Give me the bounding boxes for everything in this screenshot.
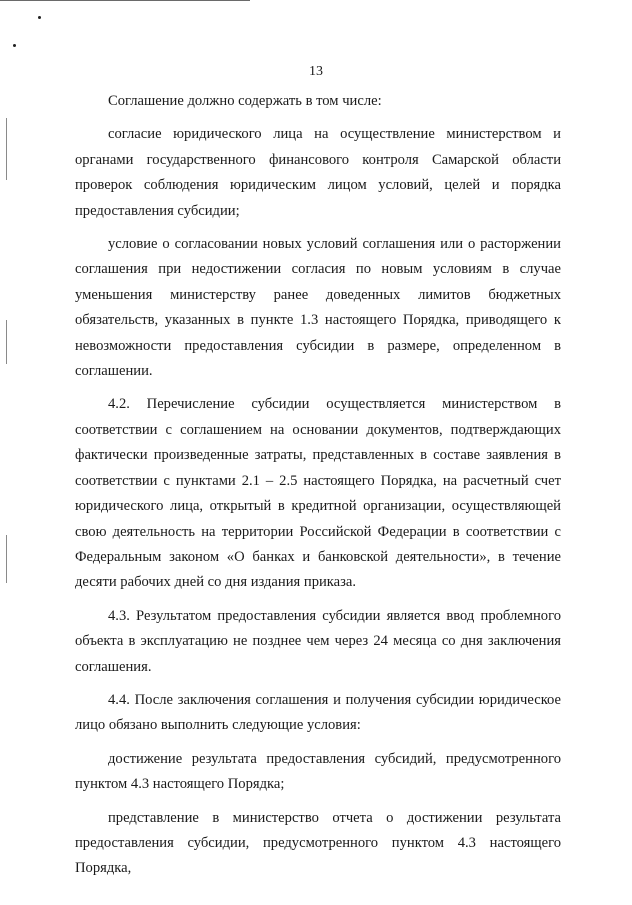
scan-edge-mark <box>6 118 7 180</box>
scan-speck <box>13 44 16 47</box>
scan-speck <box>38 16 41 19</box>
paragraph-4-3-result: 4.3. Результатом предоставления субсидии является ввод проблемного объекта в эксплуатацию не позднее чем через 24 месяца со дня заключения соглашения. <box>75 607 561 675</box>
paragraph-consent-to-audits: согласие юридического лица на осуществление министерством и органами государственного финансового контроля Самарской области проверок соблюдения юридическим лицом условий, целей и порядка предоставления субсидии; <box>75 126 561 219</box>
paragraph-agreement-intro: Соглашение должно содержать в том числе: <box>108 93 382 109</box>
paragraph-achievement-of-result: достижение результата предоставления субсидий, предусмотренного пунктом 4.3 настоящего Порядка; <box>75 750 561 793</box>
scan-edge-mark <box>6 320 7 364</box>
scan-top-edge-line <box>0 0 250 1</box>
document-body <box>75 89 561 882</box>
paragraph-4-4-obligations: 4.4. После заключения соглашения и получения субсидии юридическое лицо обязано выполнить следующие условия: <box>75 691 561 734</box>
page-number: 13 <box>309 64 323 79</box>
scan-edge-mark <box>6 535 7 583</box>
paragraph-condition-new-terms: условие о согласовании новых условий соглашения или о расторжении соглашения при недостижении согласия по новым условиям в случае уменьшения министерству ранее доведенных лимитов бюджетных обязательств, указанных в пункте 1.3 настоящего Порядка, приводящего к невозможности предоставления субсидии в размере, определенном в соглашении. <box>75 236 561 380</box>
paragraph-4-2-transfer: 4.2. Перечисление субсидии осуществляется министерством в соответствии с соглашением на основании документов, подтверждающих фактически произведенные затраты, представленных в составе заявления в соответствии с пунктами 2.1 – 2.5 настоящего Порядка, на расчетный счет юридического лица, открытый в кредитной организации, осуществляющей свою деятельность на территории Российской Федерации в соответствии с Федеральным законом «О банках и банковской деятельности», в течение десяти рабочих дней со дня издания приказа. <box>75 396 561 591</box>
paragraph-report-submission: представление в министерство отчета о достижении результата предоставления субсидии, предусмотренного пунктом 4.3 настоящего Порядка, <box>75 809 561 877</box>
